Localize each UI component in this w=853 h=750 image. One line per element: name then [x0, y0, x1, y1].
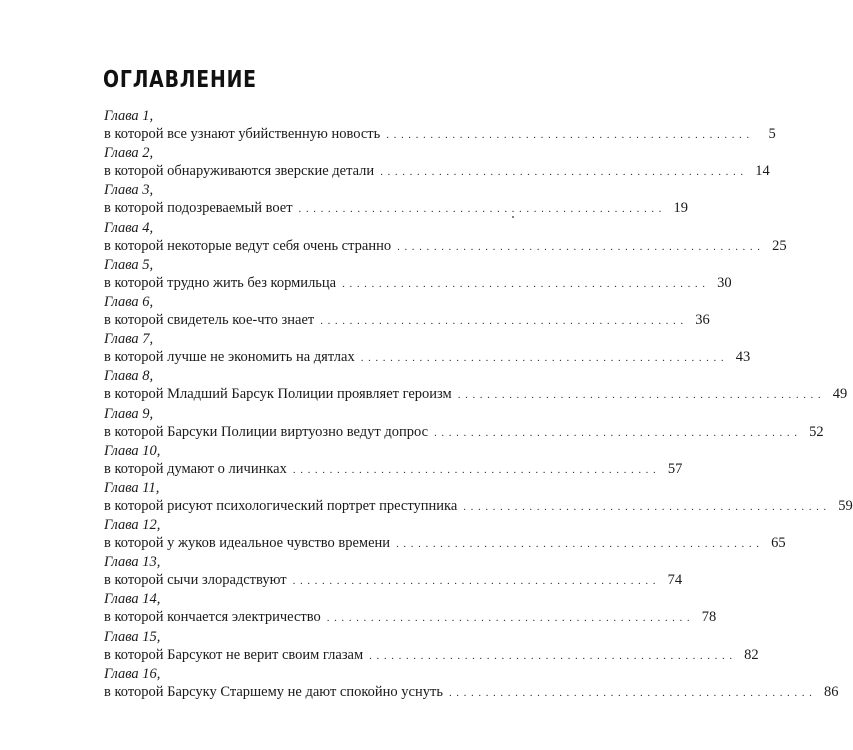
toc-entry [104, 368, 848, 405]
page-number: 19 [673, 200, 689, 217]
page-number: 82 [744, 646, 759, 663]
chapter-label: Глава 7, [104, 331, 154, 348]
dot-leader: .................................................. [448, 686, 817, 699]
chapter-title: в которой рисуют психологический портрет преступника [104, 497, 458, 514]
toc-entry [104, 331, 751, 368]
chapter-label: Глава 8, [104, 368, 154, 385]
entry-line [104, 274, 732, 292]
entry-line [104, 237, 787, 255]
chapter-label: Глава 2, [104, 145, 154, 162]
chapter-title: в которой Барсуки Полиции виртуозно ведут допрос [104, 423, 429, 440]
dot-leader: .................................................. [386, 129, 754, 141]
chapter-label: Глава 13, [104, 554, 161, 571]
dot-leader: .................................................. [463, 500, 831, 513]
dot-leader: .................................................. [380, 166, 748, 179]
dot-leader: .................................................. [369, 649, 737, 662]
toc-entry [104, 591, 717, 628]
page-number: 57 [667, 460, 683, 477]
toc-entry [104, 517, 786, 554]
entry-line [104, 348, 751, 366]
chapter-label: Глава 5, [104, 256, 154, 273]
chapter-title: в которой у жуков идеальное чувство времени [104, 535, 391, 552]
chapter-title: в которой Младший Барсук Полиции проявляет героизм [104, 386, 452, 403]
entry-line [104, 162, 770, 180]
entry-line [104, 423, 824, 441]
page-number: 36 [695, 311, 710, 328]
chapter-label: Глава 3, [104, 182, 154, 199]
page-number: 43 [735, 349, 751, 366]
page-number: 74 [667, 572, 683, 589]
dot-leader: .................................................. [434, 426, 802, 439]
chapter-label: Глава 14, [104, 591, 161, 608]
toc-entry [104, 479, 853, 517]
dot-leader: .................................................. [342, 277, 710, 290]
chapter-label: Глава 4, [104, 219, 154, 236]
toc-entry [104, 182, 689, 219]
toc-entry [104, 145, 770, 182]
chapter-title: в которой Барсуку Старшему не дают спокойно уснуть [104, 683, 443, 700]
toc-entry [104, 108, 776, 145]
toc-entry [104, 405, 824, 443]
dot-leader: .................................................. [292, 575, 661, 588]
dot-leader: .................................................. [298, 203, 667, 216]
page-number: 14 [755, 163, 770, 180]
chapter-title: в которой думают о личинках [104, 460, 287, 477]
page-number: 59 [838, 497, 853, 514]
chapter-label: Глава 10, [104, 442, 161, 459]
chapter-label: Глава 9, [104, 405, 154, 422]
entry-line [104, 646, 759, 664]
page-number: 52 [809, 423, 824, 440]
dot-leader: .................................................. [292, 463, 661, 476]
page-number: 65 [771, 535, 786, 552]
chapter-title: в которой кончается электричество [104, 609, 321, 626]
entry-line [104, 125, 776, 143]
dot-leader: .................................................. [320, 314, 688, 327]
entry-line [104, 571, 683, 589]
page-number: 5 [768, 126, 776, 142]
table-of-contents [104, 108, 853, 703]
dot-leader: .................................................. [326, 612, 695, 625]
chapter-title: в которой все узнают убийственную новость [104, 126, 381, 142]
chapter-title: в которой подозреваемый воет [104, 200, 293, 217]
chapter-title: в которой Барсукот не верит своим глазам [104, 646, 364, 663]
dot-leader: .................................................. [360, 352, 729, 365]
entry-line [104, 199, 689, 217]
page-title: ОГЛАВЛЕНИЕ [103, 67, 257, 93]
toc-entry [104, 256, 732, 294]
chapter-label: Глава 6, [104, 293, 154, 310]
chapter-title: в которой некоторые ведут себя очень странно [104, 237, 392, 254]
toc-entry [104, 219, 787, 257]
entry-line [104, 460, 683, 478]
entry-line [104, 534, 786, 552]
chapter-label: Глава 1, [104, 108, 154, 124]
toc-entry [104, 665, 839, 703]
dot-leader: .................................................. [457, 389, 826, 402]
chapter-title: в которой сычи злорадствуют [104, 572, 287, 589]
toc-entry [104, 554, 683, 591]
chapter-title: в которой лучше не экономить на дятлах [104, 349, 355, 366]
toc-entry [104, 293, 710, 331]
chapter-label: Глава 11, [104, 479, 160, 496]
chapter-title: в которой свидетель кое-что знает [104, 311, 315, 328]
toc-entry [104, 442, 683, 480]
entry-line [104, 683, 839, 701]
dot-leader: .................................................. [396, 538, 764, 551]
chapter-title: в которой обнаруживаются зверские детали [104, 163, 375, 180]
chapter-label: Глава 16, [104, 665, 161, 682]
entry-line [104, 385, 848, 403]
page-number: 49 [832, 386, 848, 403]
entry-line [104, 497, 853, 515]
chapter-label: Глава 12, [104, 517, 161, 534]
toc-entry [104, 628, 759, 666]
page-number: 86 [823, 683, 839, 700]
chapter-title: в которой трудно жить без кормильца [104, 274, 337, 291]
page-number: 30 [717, 274, 732, 291]
chapter-label: Глава 15, [104, 628, 161, 645]
page-number: 78 [701, 609, 717, 626]
entry-line [104, 311, 710, 329]
page-number: 25 [772, 237, 787, 254]
stray-mark [512, 216, 514, 218]
dot-leader: .................................................. [397, 240, 765, 253]
entry-line [104, 608, 717, 626]
